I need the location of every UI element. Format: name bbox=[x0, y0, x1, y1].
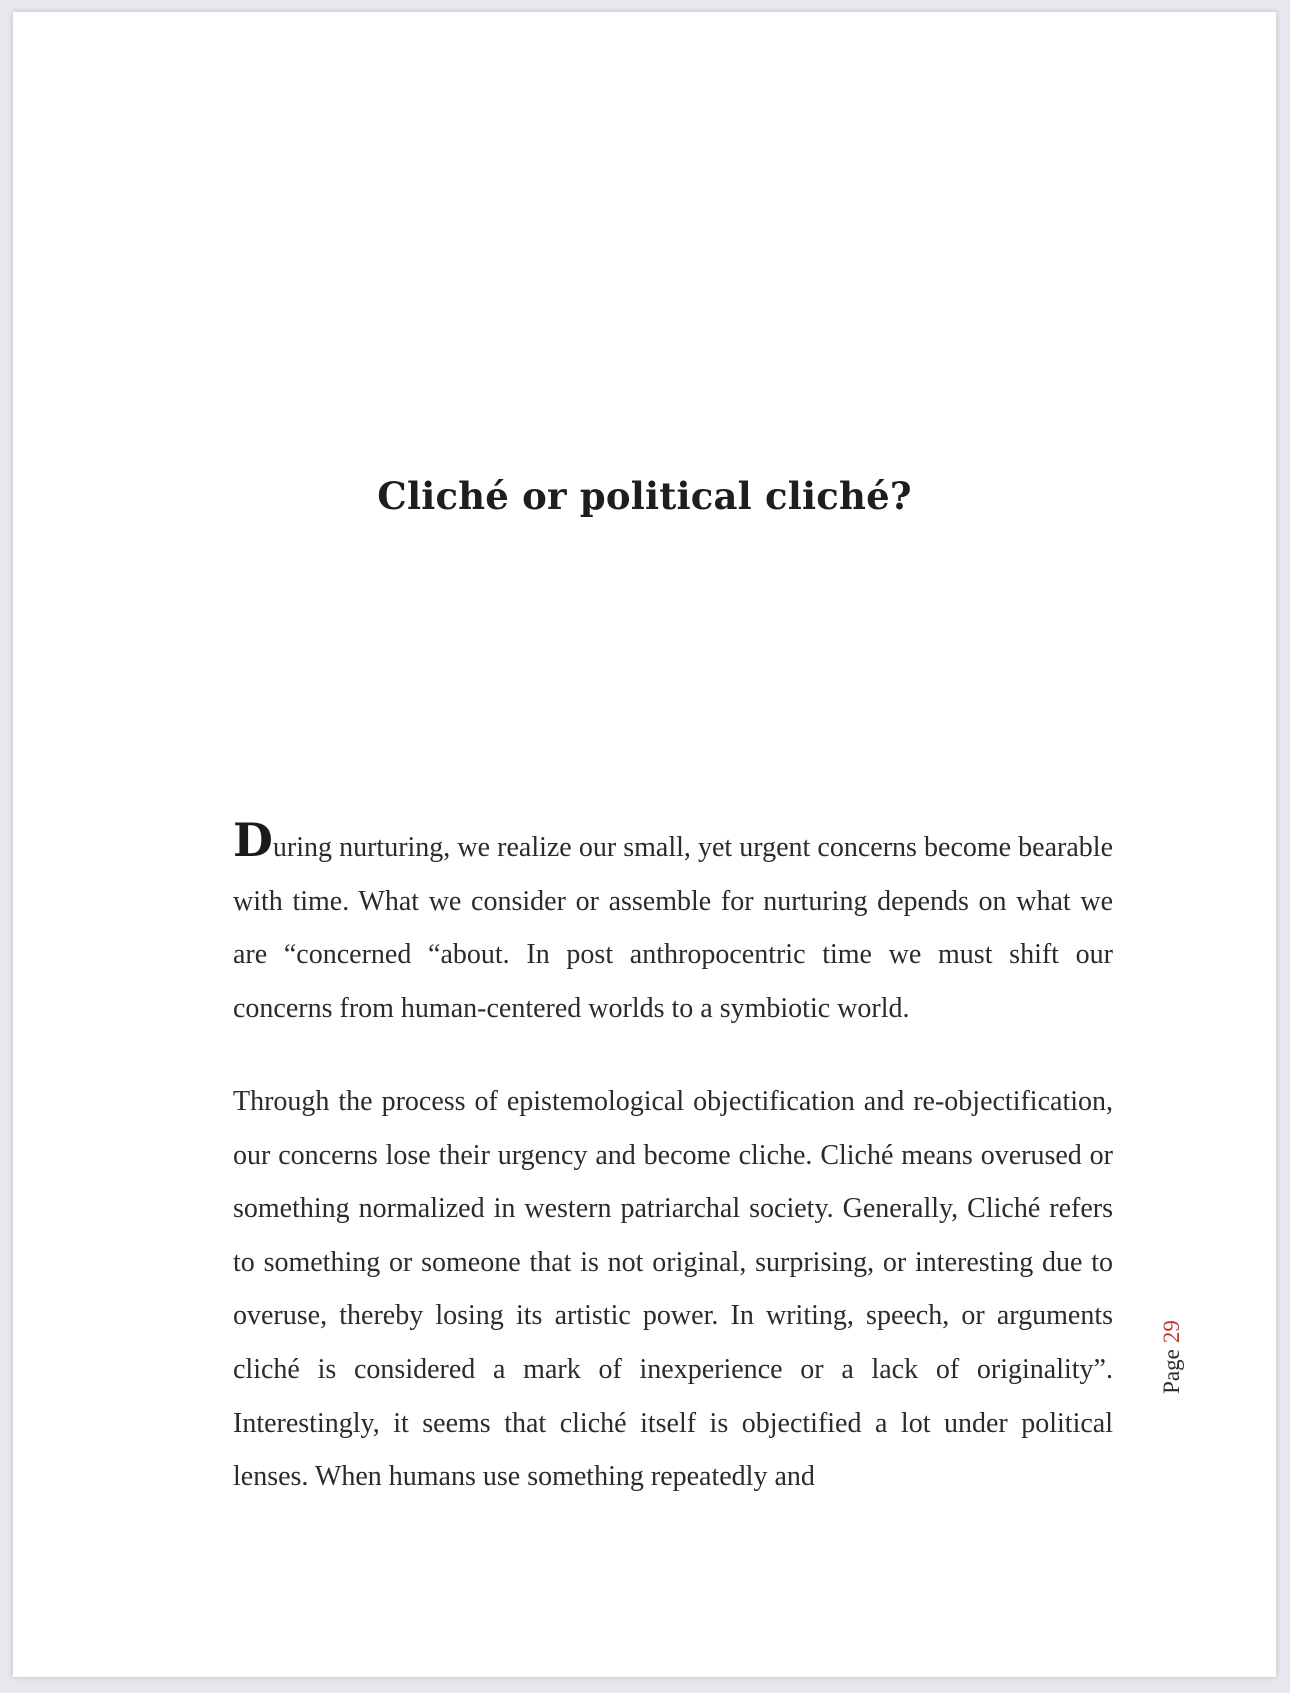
page-label: Page bbox=[1159, 1349, 1184, 1394]
paragraph-1 bbox=[233, 813, 1113, 1035]
paragraph-2-text: Through the process of epistemological objectification and re-objectification, our concerns lose their urgency and become cliche. Cliché means overused or something normalized in western patriarchal society. Generally, Cliché refers to something or someone that is not original, surprising, or interesting due to overuse, thereby losing its artistic power. In writing, speech, or arguments cliché is considered a mark of inexperience or a lack of originality”. Interestingly, it seems that cliché itself is objectified a lot under political lenses. When humans use something repeatedly and bbox=[233, 1086, 1113, 1493]
drop-cap: D bbox=[233, 813, 273, 867]
page-title: Cliché or political cliché? bbox=[377, 474, 912, 518]
document-page bbox=[13, 12, 1276, 1677]
page-number-value: 29 bbox=[1159, 1320, 1184, 1344]
paragraph-1-text: uring nurturing, we realize our small, yet urgent concerns become bearable with time. What we consider or assemble for nurturing depends on what we are “concerned “about. In post anthropocentric time we must shift our concerns from human-centered worlds to a symbiotic world. bbox=[233, 832, 1113, 1024]
paragraph-2 bbox=[233, 1075, 1113, 1504]
page-number bbox=[1159, 1297, 1185, 1417]
